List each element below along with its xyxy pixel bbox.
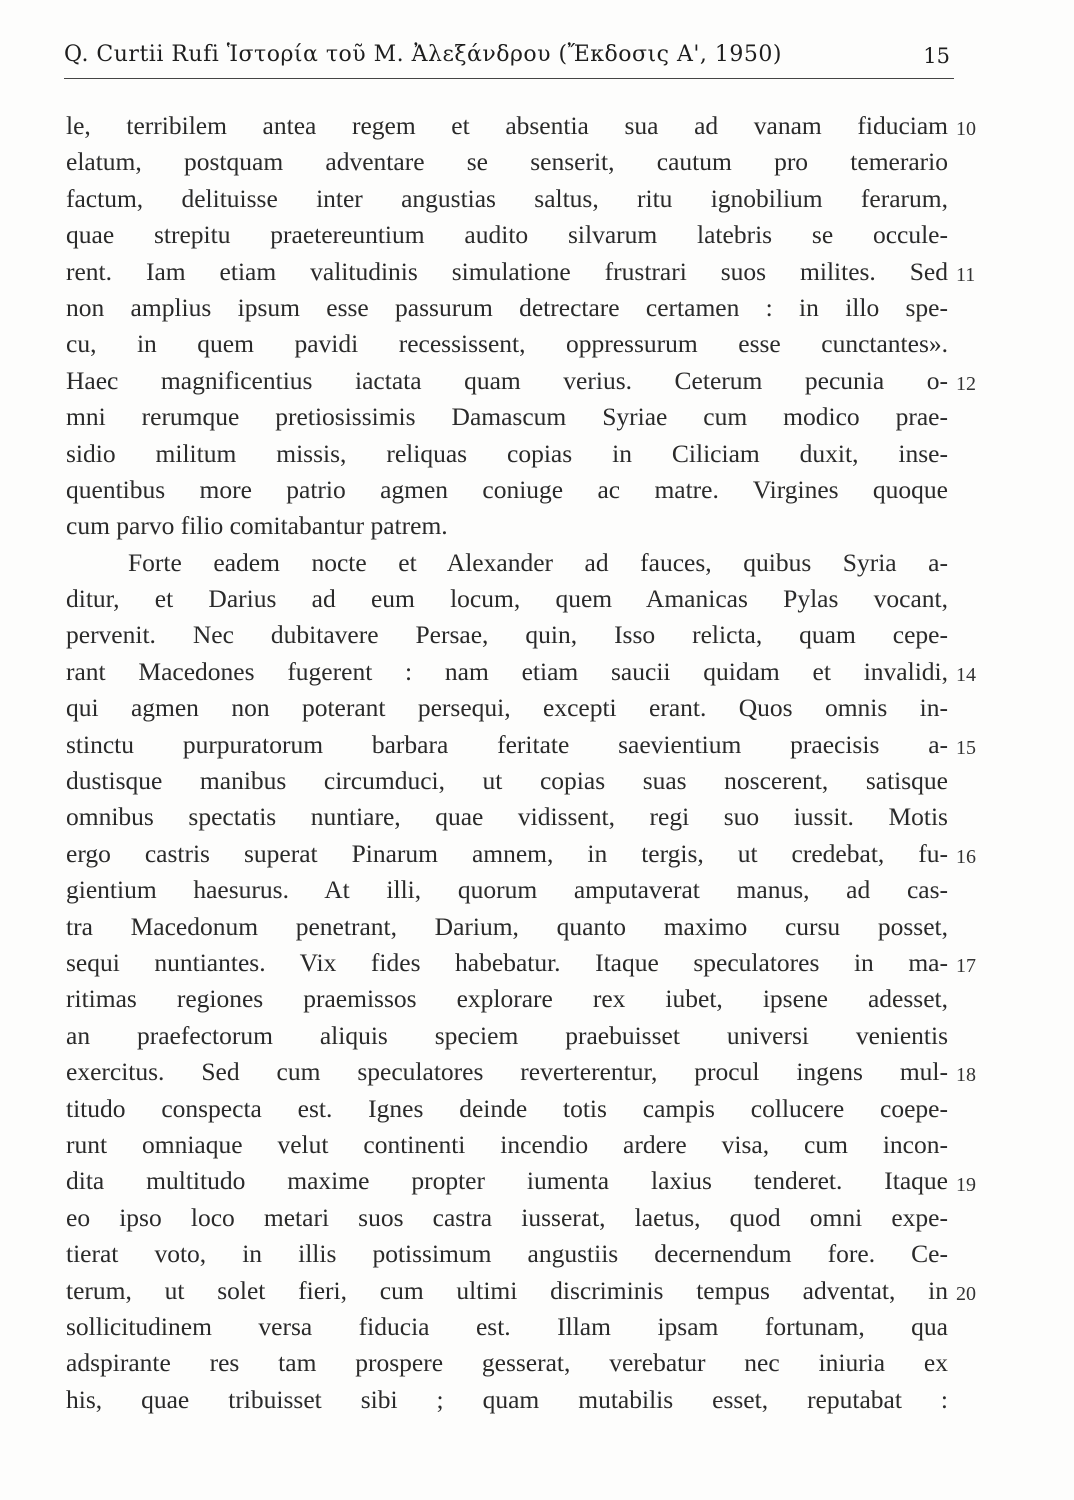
- section-number: 18: [956, 1064, 976, 1087]
- text-line-paragraph-start: Forte eadem nocte et Alexander ad fauces, quibus Syria a-: [128, 547, 948, 577]
- text-line: sidio militum missis, reliquas copias in Ciliciam duxit, inse-: [66, 438, 948, 468]
- text-line: factum, delituisse inter angustias saltus, ritu ignobilium ferarum,: [66, 183, 948, 213]
- text-line: terum, ut solet fieri, cum ultimi discriminis tempus adventat, in: [66, 1275, 948, 1305]
- text-line: qui agmen non poterant persequi, excepti erant. Quos omnis in-: [66, 693, 948, 723]
- text-line: adspirante res tam prospere gesserat, verebatur nec iniuria ex: [66, 1348, 948, 1378]
- text-line: sollicitudinem versa fiducia est. Illam ipsam fortunam, qua: [66, 1311, 948, 1341]
- running-header: [64, 38, 954, 79]
- section-number: 17: [956, 955, 976, 978]
- section-number: 15: [956, 736, 976, 759]
- header-title: Q. Curtii Rufi Ἱστορία τοῦ Μ. Ἀλεξάνδρου (Ἔκδοσις Α', 1950): [64, 42, 782, 67]
- section-number: 11: [956, 263, 976, 286]
- section-number: 10: [956, 118, 976, 140]
- text-line: quae strepitu praetereuntium audito silvarum latebris se occule-: [66, 220, 948, 250]
- section-number: 12: [956, 372, 976, 395]
- text-line: runt omniaque velut continenti incendio ardere visa, cum incon-: [66, 1129, 948, 1159]
- text-line: ditur, et Darius ad eum locum, quem Amanicas Pylas vocant,: [66, 584, 948, 614]
- section-number: 16: [956, 846, 976, 868]
- text-line: tierat voto, in illis potissimum angustiis decernendum fore. Ce-: [66, 1239, 948, 1269]
- section-number: 19: [956, 1173, 976, 1196]
- text-line: ergo castris superat Pinarum amnem, in tergis, ut credebat, fu-: [66, 838, 948, 868]
- text-line: tra Macedonum penetrant, Darium, quanto maximo cursu posset,: [66, 911, 948, 941]
- text-line: dustisque manibus circumduci, ut copias suas noscerent, satisque: [66, 766, 948, 796]
- page-number: 15: [923, 44, 950, 68]
- text-line: mni rerumque pretiosissimis Damascum Syriae cum modico prae-: [66, 402, 948, 432]
- text-line: le, terribilem antea regem et absentia sua ad vanam fiduciam: [66, 111, 948, 140]
- text-line: sequi nuntiantes. Vix fides habebatur. Itaque speculatores in ma-: [66, 947, 948, 977]
- text-line: his, quae tribuisset sibi ; quam mutabilis esset, reputabat :: [66, 1384, 948, 1414]
- text-line: quentibus more patrio agmen coniuge ac matre. Virgines quoque: [66, 474, 948, 504]
- section-number: 20: [956, 1282, 976, 1305]
- text-line: ritimas regiones praemissos explorare rex iubet, ipsene adesset,: [66, 984, 948, 1014]
- section-number: 14: [956, 664, 976, 686]
- text-line: exercitus. Sed cum speculatores reverterentur, procul ingens mul-: [66, 1057, 948, 1087]
- latin-text-body: [66, 108, 948, 1418]
- text-line: stinctu purpuratorum barbara feritate saevientium praecisis a-: [66, 729, 948, 759]
- text-line: rent. Iam etiam valitudinis simulatione frustrari suos milites. Sed: [66, 256, 948, 286]
- text-line: elatum, postquam adventare se senserit, cautum pro temerario: [66, 147, 948, 177]
- text-line: gientium haesurus. At illi, quorum amputaverat manus, ad cas-: [66, 875, 948, 905]
- text-line: dita multitudo maxime propter iumenta laxius tenderet. Itaque: [66, 1166, 948, 1196]
- text-line-paragraph-end: cum parvo filio comitabantur patrem.: [66, 511, 448, 541]
- text-line: omnibus spectatis nuntiare, quae vidissent, regi suo iussit. Motis: [66, 802, 948, 832]
- text-line: non amplius ipsum esse passurum detrectare certamen : in illo spe-: [66, 292, 948, 322]
- text-line: an praefectorum aliquis speciem praebuisset universi venientis: [66, 1020, 948, 1050]
- text-line: rant Macedones fugerent : nam etiam saucii quidam et invalidi,: [66, 656, 948, 686]
- text-line: titudo conspecta est. Ignes deinde totis campis collucere coepe-: [66, 1093, 948, 1123]
- text-line: eo ipso loco metari suos castra iusserat, laetus, quod omni expe-: [66, 1202, 948, 1232]
- text-line: cu, in quem pavidi recessissent, oppressurum esse cunctantes».: [66, 329, 948, 359]
- text-line: pervenit. Nec dubitavere Persae, quin, Isso relicta, quam cepe-: [66, 620, 948, 650]
- text-line: Haec magnificentius iactata quam verius. Ceterum pecunia o-: [66, 365, 948, 395]
